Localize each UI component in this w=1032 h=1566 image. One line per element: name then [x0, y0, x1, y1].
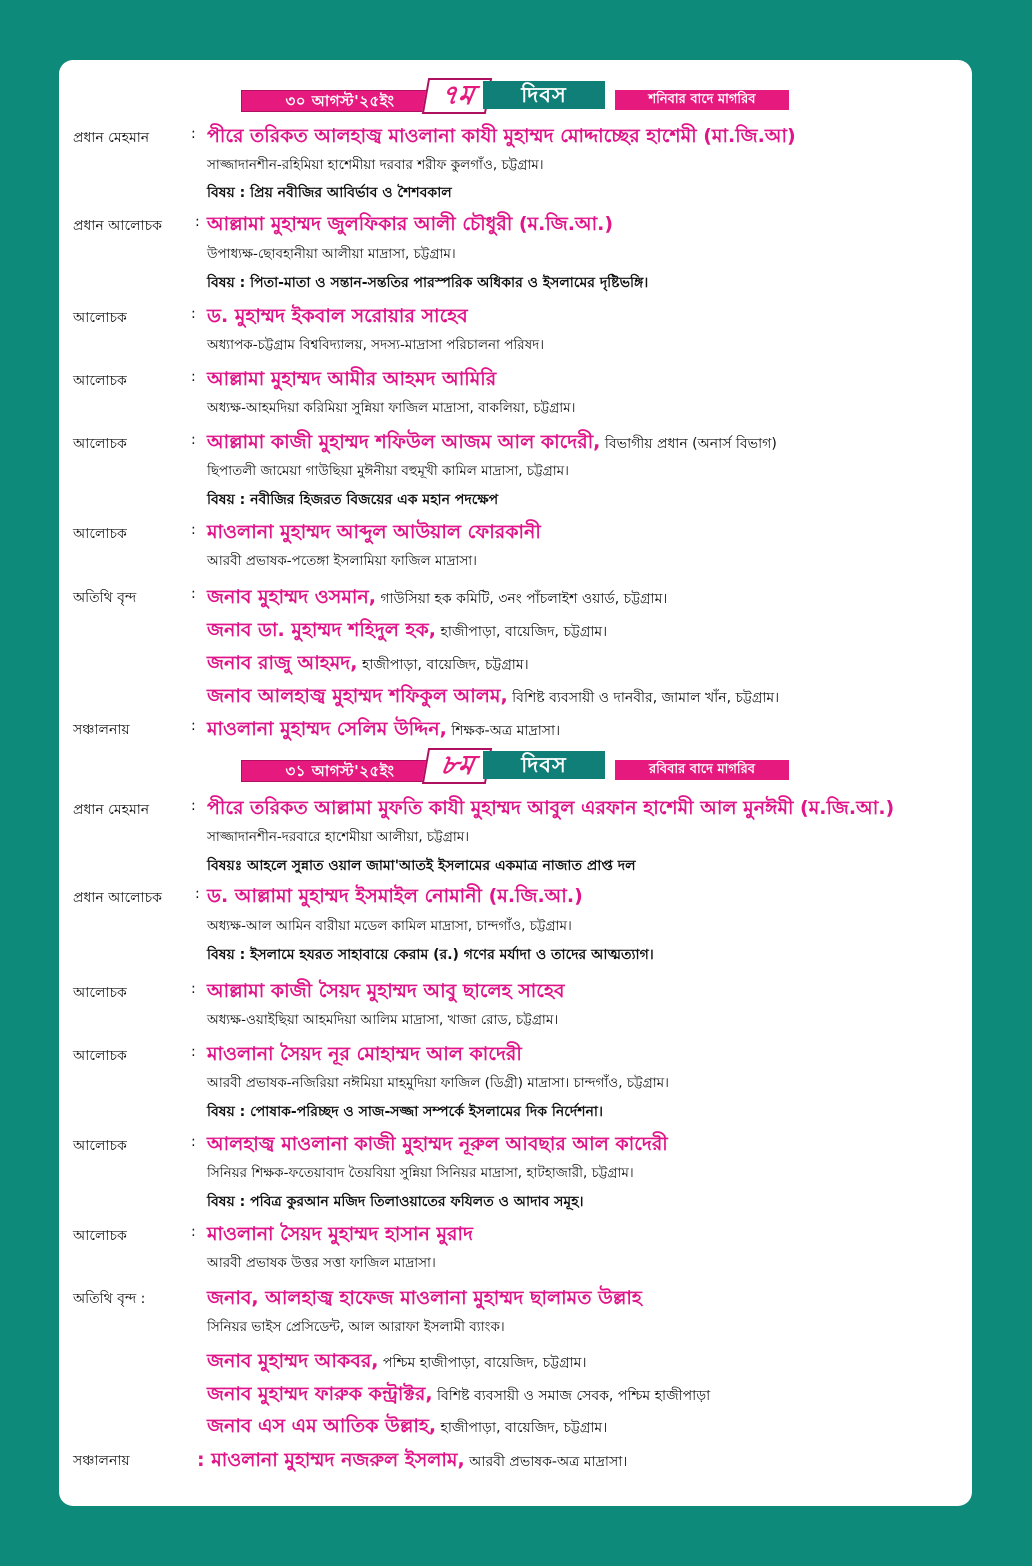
guests-label: অতিথি বৃন্দ: [73, 590, 137, 606]
guests-label: অতিথি বৃন্দ :: [73, 1291, 146, 1307]
guest-name: জনাব রাজু আহমদ, হাজীপাড়া, বায়েজিদ, চট্টগ্রাম।: [207, 652, 529, 674]
day7-divas: দিবস: [483, 81, 605, 109]
host-name: মাওলানা মুহাম্মদ সেলিম উদ্দিন, শিক্ষক-অত্র মাদ্রাসা।: [207, 718, 561, 740]
speaker-affiliation: অধ্যক্ষ-আহমদিয়া করিমিয়া সুন্নিয়া ফাজিল মাদ্রাসা, বাকলিয়া, চট্টগ্রাম।: [207, 400, 576, 416]
role-label: আলোচক: [73, 310, 127, 326]
role-label: আলোচক: [73, 1048, 127, 1064]
speaker-affiliation: আরবী প্রভাষক-পতেঙ্গা ইসলামিয়া ফাজিল মাদ্রাসা।: [207, 553, 477, 569]
speaker-topic: বিষয় : ইসলামে হযরত সাহাবায়ে কেরাম (র.) গণের মর্যাদা ও তাদের আত্মত্যাগ।: [207, 947, 654, 963]
role-label: আলোচক: [73, 373, 127, 389]
speaker-name: পীরে তরিকত আলহাজ্ব মাওলানা কাযী মুহাম্মদ মোদ্দাচ্ছের হাশেমী (মা.জি.আ): [207, 125, 796, 147]
role-label: আলোচক: [73, 436, 127, 452]
program-card: [59, 60, 972, 1506]
speaker-name: মাওলানা সৈয়দ মুহাম্মদ হাসান মুরাদ: [207, 1223, 473, 1245]
speaker-topic: বিষয় : প্রিয় নবীজির আবির্ভাব ও শৈশবকাল: [207, 185, 452, 201]
colon: :: [191, 522, 196, 538]
guest-name: জনাব মুহাম্মদ ফারুক কন্ট্রাক্টর, বিশিষ্ট ব্যবসায়ী ও সমাজ সেবক, পশ্চিম হাজীপাড়া: [207, 1383, 711, 1405]
speaker-name: আল্লামা কাজী মুহাম্মদ শফিউল আজম আল কাদেরী, বিভাগীয় প্রধান (অনার্স বিভাগ): [207, 431, 777, 453]
guest-name: জনাব আলহাজ্ব মুহাম্মদ শফিকুল আলম, বিশিষ্ট ব্যবসায়ী ও দানবীর, জামাল খাঁন, চট্টগ্রাম।: [207, 685, 780, 707]
guest-name: জনাব মুহাম্মদ ওসমান, গাউসিয়া হক কমিটি, ৩নং পাঁচলাইশ ওয়ার্ড, চট্টগ্রাম।: [207, 586, 668, 608]
colon: :: [195, 214, 200, 230]
day8-number: ৮ম: [422, 748, 492, 784]
speaker-topic: বিষয় : পিতা-মাতা ও সন্তান-সন্ততির পারস্পরিক অধিকার ও ইসলামের দৃষ্টিভঙ্গি।: [207, 275, 649, 291]
speaker-affiliation: উপাধ্যক্ষ-ছোবহানীয়া আলীয়া মাদ্রাসা, চট্টগ্রাম।: [207, 246, 456, 262]
colon: :: [195, 886, 200, 902]
speaker-affiliation: সাজ্জাদানশীন-দরবারে হাশেমীয়া আলীয়া, চট্টগ্রাম।: [207, 829, 470, 845]
speaker-name: মাওলানা সৈয়দ নূর মোহাম্মদ আল কাদেরী: [207, 1043, 522, 1065]
speaker-name: আল্লামা মুহাম্মদ আমীর আহমদ আমিরি: [207, 368, 497, 390]
day7-number: ৭ম: [422, 78, 492, 114]
speaker-name: ড. আল্লামা মুহাম্মদ ইসমাইল নোমানী (ম.জি.আ.): [207, 885, 583, 907]
guest-name: জনাব মুহাম্মদ আকবর, পশ্চিম হাজীপাড়া, বায়েজিদ, চট্টগ্রাম।: [207, 1350, 587, 1372]
colon: :: [191, 798, 196, 814]
colon: :: [191, 981, 196, 997]
colon: :: [191, 432, 196, 448]
host-name: : মাওলানা মুহাম্মদ নজরুল ইসলাম, আরবী প্রভাষক-অত্র মাদ্রাসা।: [197, 1449, 628, 1471]
role-label: প্রধান আলোচক: [73, 218, 162, 234]
speaker-affiliation: আরবী প্রভাষক-নজিরিয়া নঈমিয়া মাহমুদিয়া ফাজিল (ডিগ্রী) মাদ্রাসা। চান্দগাঁও, চট্টগ্রাম।: [207, 1075, 669, 1091]
colon: :: [191, 1044, 196, 1060]
speaker-name: আল্লামা মুহাম্মদ জুলফিকার আলী চৌধুরী (ম.জি.আ.): [207, 213, 614, 235]
colon: :: [191, 306, 196, 322]
speaker-topic: বিষয়ঃ আহলে সুন্নাত ওয়াল জামা'আতই ইসলামের একমাত্র নাজাত প্রাপ্ত দল: [207, 858, 636, 874]
speaker-affiliation: অধ্যক্ষ-ওয়াইছিয়া আহমদিয়া আলিম মাদ্রাসা, খাজা রোড, চট্টগ্রাম।: [207, 1012, 559, 1028]
colon: :: [191, 718, 196, 734]
speaker-name: আলহাজ্ব মাওলানা কাজী মুহাম্মদ নূরুল আবছার আল কাদেরী: [207, 1133, 668, 1155]
speaker-affiliation: সিনিয়র শিক্ষক-ফতেয়াবাদ তৈয়বিয়া সুন্নিয়া সিনিয়র মাদ্রাসা, হাটহাজারী, চট্টগ্রাম।: [207, 1165, 634, 1181]
speaker-affiliation: অধ্যাপক-চট্টগ্রাম বিশ্ববিদ্যালয়, সদস্য-মাদ্রাসা পরিচালনা পরিষদ।: [207, 337, 545, 353]
speaker-topic: বিষয় : পোষাক-পরিচ্ছদ ও সাজ-সজ্জা সম্পর্কে ইসলামের দিক নির্দেশনা।: [207, 1104, 603, 1120]
speaker-affiliation: ছিপাতলী জামেয়া গাউছিয়া মুঈনীয়া বহুমূখী কামিল মাদ্রাসা, চট্টগ্রাম।: [207, 463, 569, 479]
speaker-name: ড. মুহাম্মদ ইকবাল সরোয়ার সাহেব: [207, 305, 468, 327]
colon: :: [191, 369, 196, 385]
colon: :: [191, 1224, 196, 1240]
role-label: আলোচক: [73, 985, 127, 1001]
host-label: সঞ্চালনায়: [73, 722, 130, 738]
role-label: প্রধান মেহমান: [73, 802, 150, 818]
speaker-topic: বিষয় : নবীজির হিজরত বিজয়ের এক মহান পদক্ষেপ: [207, 492, 499, 508]
guest-name: জনাব, আলহাজ্ব হাফেজ মাওলানা মুহাম্মদ ছালামত উল্লাহ: [207, 1287, 642, 1309]
day7-banner: [241, 78, 789, 112]
speaker-affiliation: অধ্যক্ষ-আল আমিন বারীয়া মডেল কামিল মাদ্রাসা, চান্দগাঁও, চট্টগ্রাম।: [207, 918, 572, 934]
speaker-affiliation: সাজ্জাদানশীন-রহিমিয়া হাশেমীয়া দরবার শরীফ কুলগাঁও, চট্টগ্রাম।: [207, 157, 544, 173]
speaker-name: মাওলানা মুহাম্মদ আব্দুল আউয়াল ফোরকানী: [207, 521, 541, 543]
speaker-name: পীরে তরিকত আল্লামা মুফতি কাযী মুহাম্মদ আবুল এরফান হাশেমী আল মুনঈমী (ম.জি.আ.): [207, 797, 895, 819]
colon: :: [191, 126, 196, 142]
guest-affiliation: সিনিয়র ভাইস প্রেসিডেন্ট, আল আরাফা ইসলামী ব্যাংক।: [207, 1319, 505, 1335]
colon: :: [191, 1134, 196, 1150]
speaker-affiliation: আরবী প্রভাষক উত্তর সত্তা ফাজিল মাদ্রাসা।: [207, 1255, 436, 1271]
speaker-name: আল্লামা কাজী সৈয়দ মুহাম্মদ আবু ছালেহ সাহেব: [207, 980, 565, 1002]
colon: :: [191, 586, 196, 602]
guest-name: জনাব ডা. মুহাম্মদ শহিদুল হক, হাজীপাড়া, বায়েজিদ, চট্টগ্রাম।: [207, 619, 608, 641]
host-label: সঞ্চালনায়: [73, 1453, 130, 1469]
day7-date: ৩০ আগস্ট'২৫ইং: [241, 90, 439, 112]
role-label: প্রধান মেহমান: [73, 130, 150, 146]
day8-time: রবিবার বাদে মাগরিব: [615, 760, 789, 780]
guest-name: জনাব এস এম আতিক উল্লাহ, হাজীপাড়া, বায়েজিদ, চট্টগ্রাম।: [207, 1415, 608, 1437]
day8-date: ৩১ আগস্ট'২৫ইং: [241, 760, 439, 782]
role-label: আলোচক: [73, 1138, 127, 1154]
day8-banner: [241, 748, 789, 782]
role-label: আলোচক: [73, 526, 127, 542]
role-label: প্রধান আলোচক: [73, 890, 162, 906]
speaker-topic: বিষয় : পবিত্র কুরআন মজিদ তিলাওয়াতের ফযিলত ও আদাব সমূহ।: [207, 1194, 584, 1210]
role-label: আলোচক: [73, 1228, 127, 1244]
day7-time: শনিবার বাদে মাগরিব: [615, 90, 789, 110]
day8-divas: দিবস: [483, 751, 605, 779]
